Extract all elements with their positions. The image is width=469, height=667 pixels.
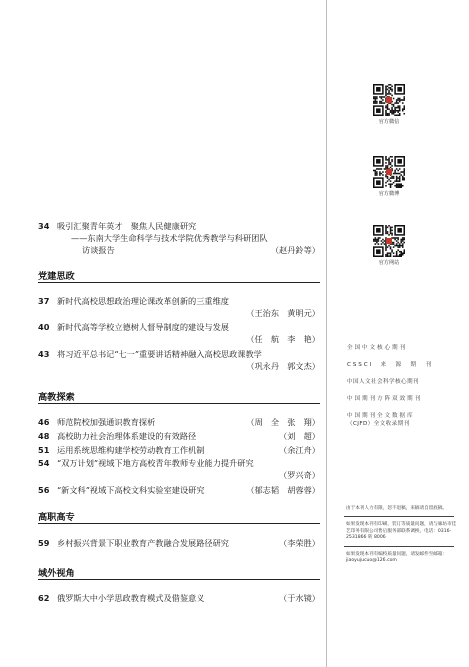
notice-text: 如果发现本刊有编校质量问题，请发邮件至邮箱：jiaoyujucuo@126.com [346, 551, 448, 564]
notice-rule [344, 546, 454, 547]
article-subtitle: ——东南大学生命科学与技术学院优秀教学与科研团队 [71, 233, 268, 243]
article-title: 新时代高校思想政治理论课改革创新的三重维度 [57, 296, 229, 306]
section-rule [38, 403, 320, 404]
page-number: 40 [38, 322, 50, 332]
section-header-higher-ed-exploration [38, 389, 320, 403]
article-author: （周 全 张 翔） [246, 417, 320, 427]
article-subtitle-cont: 访谈报告 [82, 245, 115, 255]
section-header-party-building [38, 268, 320, 282]
article-author: （余江舟） [279, 445, 320, 455]
toc-entry[interactable] [38, 221, 320, 257]
article-author: （李荣胜） [279, 538, 320, 548]
toc-entry[interactable] [38, 417, 320, 429]
article-author: （罗兴奇） [279, 470, 320, 480]
notice-text: 如果发现本刊有印刷、装订等质量问题，请与廊坊市佳艺印务有限公司售后服务部联系调换，电话：0316-2531866 转 8006 [346, 522, 457, 541]
page-number: 34 [38, 221, 50, 231]
page-number: 62 [38, 593, 50, 603]
article-title: 吸引汇聚青年英才 聚焦人民健康研究 [57, 221, 197, 231]
article-title: “新文科”视域下高校文科实验室建设研究 [57, 485, 205, 495]
index-item: 中国期刊方阵双效期刊 [347, 396, 422, 402]
qr-code-icon [373, 156, 405, 188]
page-number: 56 [38, 485, 50, 495]
article-title: 俄罗斯大中小学思政教育模式及借鉴意义 [57, 593, 205, 603]
section-title: 党建思政 [38, 271, 75, 282]
qr-caption: 官方微博 [378, 191, 400, 197]
index-item: CSSCI 来 源 期 刊 [347, 362, 434, 368]
article-title: 高校助力社会治理体系建设的有效路径 [57, 431, 197, 441]
page-number: 43 [38, 349, 50, 359]
section-rule [38, 282, 320, 283]
toc-entry[interactable] [38, 445, 320, 457]
section-title: 高教探索 [38, 392, 75, 403]
toc-entry[interactable] [38, 322, 320, 346]
article-title: 运用系统思维构建学校劳动教育工作机制 [57, 445, 205, 455]
toc-entry[interactable] [38, 349, 320, 373]
article-title: “双万计划”视域下地方高校青年教师专业能力提升研究 [57, 458, 254, 468]
page-number: 46 [38, 417, 50, 427]
toc-entry[interactable] [38, 431, 320, 443]
article-author: （巩永丹 郭文杰） [246, 361, 320, 371]
article-author: （王治东 黄明元） [246, 308, 320, 318]
index-item: 中国人文社会科学核心期刊 [347, 379, 419, 385]
qr-code-icon [373, 225, 405, 257]
article-author: （郁志韬 胡蓉蓉） [246, 485, 320, 495]
section-rule [38, 523, 320, 524]
notice-block [338, 506, 458, 564]
qr-wechat[interactable] [365, 84, 413, 125]
qr-caption: 官方微信 [378, 119, 400, 125]
section-title: 高职高专 [38, 512, 75, 523]
page-number: 48 [38, 431, 50, 441]
article-author: （于水镜） [279, 593, 320, 603]
article-title: 乡村振兴背景下职业教育产教融合发展路径研究 [57, 538, 229, 548]
index-item: 全国中文核心期刊 [347, 345, 407, 351]
article-title: 将习近平总书记“七一”重要讲话精神融入高校思政课教学 [57, 349, 262, 359]
qr-weibo[interactable] [365, 156, 413, 197]
qr-caption: 官方网站 [378, 260, 400, 266]
article-title: 新时代高等学校立德树人督导制度的建设与发展 [57, 322, 229, 332]
toc-entry[interactable] [38, 296, 320, 320]
page-number: 54 [38, 458, 50, 468]
index-item: 中国期刊全文数据库 [347, 413, 415, 419]
toc-entry[interactable] [38, 538, 320, 550]
toc-entry[interactable] [38, 485, 320, 497]
indexing-list [347, 345, 447, 438]
page-number: 51 [38, 445, 50, 455]
article-title: 师范院校加强通识教育探析 [57, 417, 156, 427]
section-title: 域外视角 [38, 568, 75, 579]
column-divider [326, 0, 327, 667]
article-author: （任 航 李 艳） [246, 334, 320, 344]
article-author: （赵丹鈴等） [270, 245, 320, 255]
notice-text: 由于本刊人力有限，恕不退稿，来稿请自留底稿。 [346, 506, 448, 511]
article-author: （刘 超） [279, 431, 320, 441]
section-header-vocational [38, 509, 320, 523]
section-rule [38, 579, 320, 580]
qr-website[interactable] [365, 225, 413, 266]
page-number: 37 [38, 296, 50, 306]
toc-entry[interactable] [38, 458, 320, 482]
section-header-foreign-perspective [38, 565, 320, 579]
toc-entry[interactable] [38, 593, 320, 605]
qr-code-icon [373, 84, 405, 116]
notice-rule [344, 516, 454, 517]
page-number: 59 [38, 538, 50, 548]
index-item: （CJFD）全文收录期刊 [347, 421, 410, 427]
